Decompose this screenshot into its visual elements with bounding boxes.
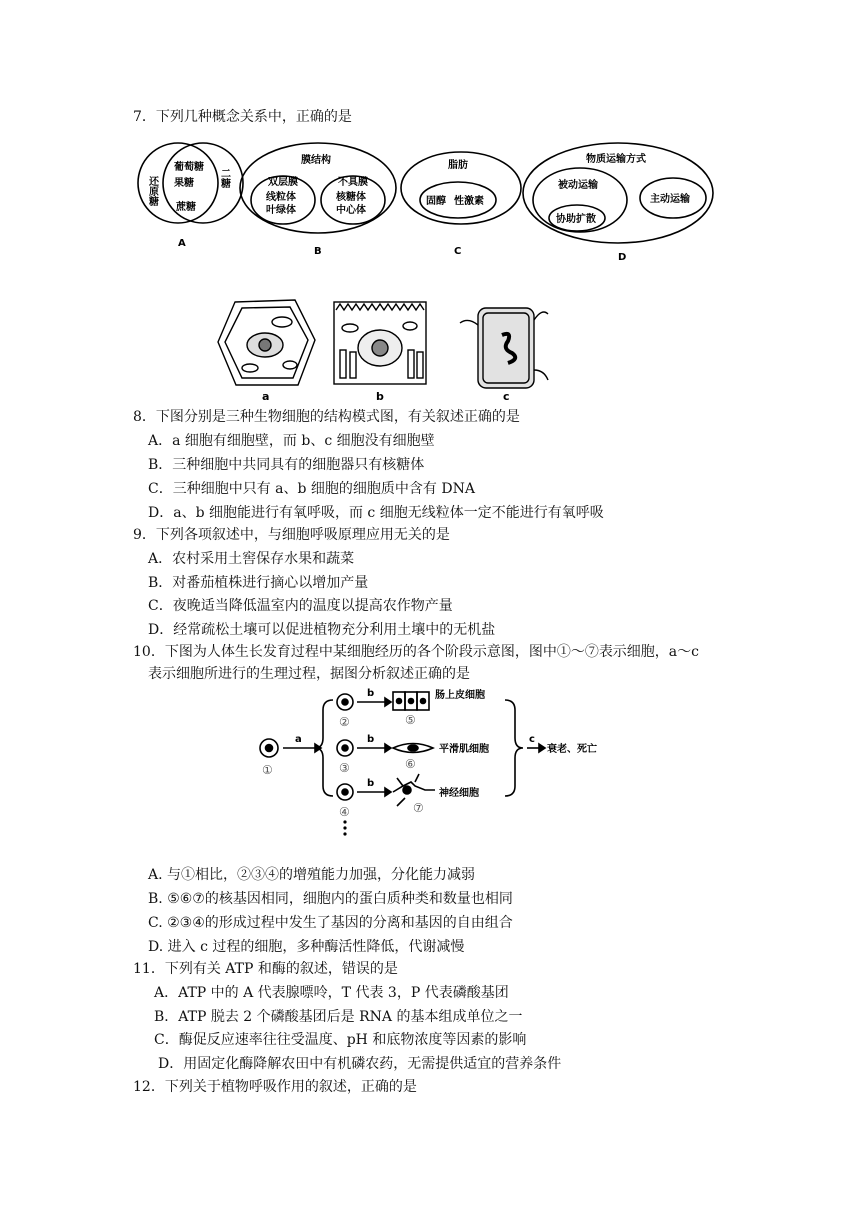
- q8-option-c: C．三种细胞中只有 a、b 细胞的细胞质中含有 DNA: [148, 481, 475, 497]
- q7c-item1: 固醇: [426, 196, 446, 207]
- q7c-item2: 性激素: [454, 196, 484, 207]
- q10-cell5-label: 肠上皮细胞: [435, 690, 485, 701]
- q8-option-a: A．a 细胞有细胞壁，而 b、c 细胞没有细胞壁: [148, 433, 435, 449]
- q10-option-b: B. ⑤⑥⑦的核基因相同，细胞内的蛋白质种类和数量也相同: [148, 891, 513, 907]
- q7b-right-items-2: 中心体: [336, 205, 366, 216]
- q7d-facilitated: 协助扩散: [556, 214, 596, 225]
- q10-n4: ④: [339, 805, 350, 819]
- q7a-inner2: 果糖: [174, 178, 194, 189]
- q10-proc-b2: b: [367, 734, 375, 745]
- q10-proc-b3: b: [367, 778, 375, 789]
- q7d-label: D: [618, 252, 627, 263]
- q8-stem: 8．下图分别是三种生物细胞的结构模式图，有关叙述正确的是: [133, 409, 520, 425]
- q9-option-d: D．经常疏松土壤可以促进植物充分利用土壤中的无机盐: [148, 622, 496, 638]
- q9-option-a: A．农村采用土窖保存水果和蔬菜: [148, 551, 355, 567]
- q7a-outer-right: 二糖: [218, 168, 230, 188]
- q7d-active: 主动运输: [650, 194, 690, 205]
- q7c-label: C: [454, 246, 462, 257]
- q10-option-d: D. 进入 c 过程的细胞，多种酶活性降低，代谢减慢: [148, 939, 465, 955]
- q7a-outer-left: 还原糖: [146, 176, 158, 206]
- q8-label-a: a: [262, 390, 270, 402]
- animal-cell-b: [334, 302, 426, 384]
- q10-stem-line1: 10．下图为人体生长发育过程中某细胞经历的各个阶段示意图，图中①～⑦表示细胞，a～c: [133, 644, 699, 660]
- q9-option-c: C．夜晚适当降低温室内的温度以提高农作物产量: [148, 598, 453, 614]
- q8-option-b: B．三种细胞中共同具有的细胞器只有核糖体: [148, 457, 425, 473]
- q9-option-b: B．对番茄植株进行摘心以增加产量: [148, 575, 369, 591]
- q10-option-a: A. 与①相比，②③④的增殖能力加强，分化能力减弱: [148, 867, 476, 883]
- q7b-left-items-2: 叶绿体: [266, 205, 296, 216]
- q10-proc-a: a: [295, 734, 302, 745]
- q7c-title: 脂肪: [448, 160, 468, 171]
- q8-figure: [210, 290, 560, 402]
- q10-n2: ②: [339, 715, 350, 729]
- q7d-title: 物质运输方式: [586, 154, 646, 165]
- q11-option-c: C．酶促反应速率往往受温度、pH 和底物浓度等因素的影响: [154, 1032, 527, 1048]
- q10-proc-b1: b: [367, 688, 375, 699]
- q7b-title: 膜结构: [301, 155, 331, 166]
- q10-n6: ⑥: [405, 757, 416, 771]
- q10-end-label: 衰老、死亡: [547, 744, 597, 755]
- q10-n5: ⑤: [405, 713, 416, 727]
- q10-proc-c: c: [529, 734, 535, 745]
- q7-stem: 7．下列几种概念关系中，正确的是: [133, 109, 352, 125]
- q7b-left-title: 双层膜: [268, 177, 298, 188]
- q11-option-b: B．ATP 脱去 2 个磷酸基团后是 RNA 的基本组成单位之一: [154, 1009, 523, 1025]
- bacterial-cell-c: [460, 308, 548, 388]
- q10-option-c: C. ②③④的形成过程中发生了基因的分离和基因的自由组合: [148, 915, 513, 931]
- q7a-inner1: 葡萄糖: [174, 162, 204, 173]
- plant-cell-a: [218, 300, 315, 385]
- q7b-left-items-1: 线粒体: [266, 192, 296, 203]
- q7b-label: B: [314, 246, 322, 257]
- q7a-inner3: 蔗糖: [176, 202, 196, 213]
- q10-n1: ①: [262, 763, 273, 777]
- q7b-right-title: 不具膜: [338, 177, 368, 188]
- q10-n3: ③: [339, 761, 350, 775]
- q10-stem-line2: 表示细胞所进行的生理过程，据图分析叙述正确的是: [148, 666, 470, 682]
- q10-n7: ⑦: [413, 801, 424, 815]
- q10-ellipsis: [343, 820, 346, 835]
- q7b-right-items-1: 核糖体: [336, 192, 366, 203]
- q8-option-d: D．a、b 细胞能进行有氧呼吸，而 c 细胞无线粒体一定不能进行有氧呼吸: [148, 505, 604, 521]
- q7a-label: A: [178, 238, 186, 249]
- q8-label-c: c: [503, 390, 510, 402]
- q11-stem: 11．下列有关 ATP 和酶的叙述，错误的是: [133, 961, 398, 977]
- q9-stem: 9．下列各项叙述中，与细胞呼吸原理应用无关的是: [133, 527, 450, 543]
- q7d-passive: 被动运输: [558, 180, 598, 191]
- q7-figure: [128, 138, 728, 268]
- q12-stem: 12．下列关于植物呼吸作用的叙述，正确的是: [133, 1079, 417, 1095]
- q10-cell6-label: 平滑肌细胞: [439, 744, 489, 755]
- q11-option-a: A．ATP 中的 A 代表腺嘌呤，T 代表 3，P 代表磷酸基团: [154, 985, 509, 1001]
- q11-option-d: D．用固定化酶降解农田中有机磷农药，无需提供适宜的营养条件: [158, 1056, 562, 1072]
- q10-cell7-label: 神经细胞: [439, 788, 479, 799]
- q8-label-b: b: [376, 390, 384, 402]
- q10-figure: [255, 682, 615, 842]
